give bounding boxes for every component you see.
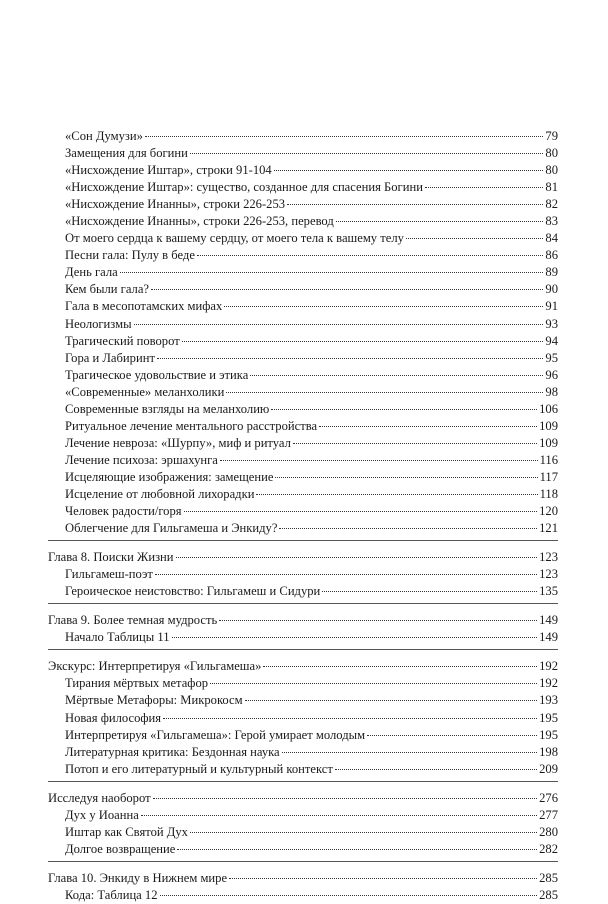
toc-entry-title: Кем были гала?: [65, 282, 149, 297]
dot-leader: [245, 700, 538, 701]
dot-leader: [293, 443, 537, 444]
toc-entry: [48, 807, 558, 824]
toc-entry: [48, 333, 558, 350]
toc-entry: [48, 247, 558, 264]
toc-entry-title: «Нисхождение Иштар», строки 91-104: [65, 163, 272, 178]
section-divider: [48, 603, 558, 612]
toc-chapter-heading: [48, 790, 558, 807]
toc-entry-title: «Нисхождение Инанны», строки 226-253: [65, 197, 286, 212]
toc-entry-title: Экскурс: Интерпретируя «Гильгамеша»: [48, 659, 262, 674]
toc-page-number: 90: [545, 282, 558, 297]
toc-entry: [48, 583, 558, 600]
dot-leader: [406, 238, 544, 239]
toc-entry-title: Гала в месопотамских мифах: [65, 299, 223, 314]
toc-page-number: 117: [539, 469, 558, 484]
toc-entry-title: Лечение психоза: эршахунга: [65, 452, 218, 467]
toc-entry-title: День гала: [65, 265, 118, 280]
toc-entry: [48, 281, 558, 298]
toc-entry: [48, 367, 558, 384]
table-of-contents: [48, 128, 558, 904]
toc-entry: [48, 162, 558, 179]
dot-leader: [229, 878, 537, 879]
dot-leader: [155, 574, 537, 575]
toc-chapter-heading: [48, 658, 558, 675]
toc-page-number: 120: [539, 504, 558, 519]
dot-leader: [172, 637, 538, 638]
toc-page-number: 209: [539, 761, 558, 776]
toc-page-number: 96: [545, 367, 558, 382]
dot-leader: [367, 735, 537, 736]
dot-leader: [184, 511, 538, 512]
toc-page-number: 149: [539, 613, 558, 628]
toc-entry-title: Интерпретируя «Гильгамеша»: Герой умирает молодым: [65, 727, 366, 742]
toc-entry-title: Глава 9. Более темная мудрость: [48, 613, 218, 628]
toc-entry: [48, 710, 558, 727]
toc-page-number: 149: [539, 630, 558, 645]
toc-chapter-heading: [48, 870, 558, 887]
toc-page-number: 192: [539, 676, 558, 691]
toc-entry-title: Долгое возвращение: [65, 841, 176, 856]
toc-chapter-heading: [48, 612, 558, 629]
toc-page-number: 80: [545, 163, 558, 178]
toc-page-number: 121: [539, 521, 558, 536]
toc-entry-title: Глава 8. Поиски Жизни: [48, 550, 174, 565]
dot-leader: [274, 170, 544, 171]
toc-page-number: 198: [539, 744, 558, 759]
toc-entry-title: «Сон Думузи»: [65, 129, 143, 143]
toc-entry-title: Исцеление от любовной лихорадки: [65, 486, 255, 501]
toc-entry-title: Новая философия: [65, 710, 162, 725]
dot-leader: [160, 895, 538, 896]
toc-entry-title: Человек радости/горя: [65, 504, 182, 519]
toc-page-number: 89: [545, 265, 558, 280]
toc-page-number: 285: [539, 870, 558, 885]
toc-page-number: 195: [539, 727, 558, 742]
toc-page-number: 106: [539, 401, 558, 416]
toc-page-number: 277: [539, 807, 558, 822]
dot-leader: [157, 358, 543, 359]
toc-page-number: 80: [545, 146, 558, 161]
toc-entry: [48, 469, 558, 486]
dot-leader: [153, 798, 538, 799]
toc-page-number: 192: [539, 659, 558, 674]
dot-leader: [287, 204, 543, 205]
toc-entry-title: Кода: Таблица 12: [65, 887, 158, 902]
toc-page-number: 135: [539, 584, 558, 599]
dot-leader: [271, 409, 537, 410]
toc-entry-title: От моего сердца к вашему сердцу, от моего тела к вашему телу: [65, 231, 404, 246]
dot-leader: [163, 718, 537, 719]
toc-entry-title: Гильгамеш-поэт: [65, 567, 153, 582]
toc-page-number: 123: [539, 567, 558, 582]
toc-page-number: 79: [545, 129, 558, 143]
toc-entry: [48, 452, 558, 469]
toc-entry-title: Трагическое удовольствие и этика: [65, 367, 249, 382]
toc-entry-title: Дух у Иоанна: [65, 807, 139, 822]
dot-leader: [120, 272, 544, 273]
toc-page-number: 193: [539, 693, 558, 708]
toc-page-number: 81: [545, 180, 558, 195]
dot-leader: [275, 477, 537, 478]
dot-leader: [219, 620, 537, 621]
toc-entry-title: Тирания мёртвых метафор: [65, 676, 209, 691]
toc-page-number: 84: [545, 231, 558, 246]
dot-leader: [322, 591, 537, 592]
toc-entry: [48, 401, 558, 418]
dot-leader: [141, 815, 537, 816]
toc-entry-title: Исцеляющие изображения: замещение: [65, 469, 274, 484]
dot-leader: [197, 255, 543, 256]
toc-entry-title: Ритуальное лечение ментального расстройства: [65, 418, 318, 433]
dot-leader: [190, 832, 537, 833]
toc-entry: [48, 384, 558, 401]
toc-entry: [48, 761, 558, 778]
toc-entry: [48, 692, 558, 709]
toc-chapter-heading: [48, 549, 558, 566]
dot-leader: [256, 494, 537, 495]
dot-leader: [177, 849, 537, 850]
toc-entry-title: Облегчение для Гильгамеша и Энкиду?: [65, 521, 278, 536]
toc-page-number: 82: [545, 197, 558, 212]
toc-entry-title: Неологизмы: [65, 316, 132, 331]
toc-entry: [48, 727, 558, 744]
toc-entry: [48, 629, 558, 646]
toc-entry: [48, 675, 558, 692]
toc-entry: [48, 196, 558, 213]
section-divider: [48, 649, 558, 658]
dot-leader: [250, 375, 543, 376]
toc-entry-title: Литературная критика: Бездонная наука: [65, 744, 280, 759]
toc-entry: [48, 744, 558, 761]
toc-entry-title: Замещения для богини: [65, 146, 188, 161]
dot-leader: [226, 392, 543, 393]
toc-entry: [48, 887, 558, 904]
toc-page-number: 276: [539, 790, 558, 805]
toc-entry: [48, 520, 558, 537]
toc-entry-title: Героическое неистовство: Гильгамеш и Сидури: [65, 584, 321, 599]
toc-entry-title: «Современные» меланхолики: [65, 384, 225, 399]
toc-page-number: 109: [539, 418, 558, 433]
dot-leader: [279, 528, 537, 529]
toc-page-number: 109: [539, 435, 558, 450]
dot-leader: [151, 289, 543, 290]
toc-entry-title: «Нисхождение Иштар»: существо, созданное для спасения Богини: [65, 180, 423, 195]
toc-page-number: 86: [545, 248, 558, 263]
toc-page-number: 93: [545, 316, 558, 331]
toc-entry: [48, 841, 558, 858]
toc-page-number: 282: [539, 841, 558, 856]
section-divider: [48, 540, 558, 549]
dot-leader: [145, 136, 544, 137]
dot-leader: [224, 306, 543, 307]
toc-page-number: 95: [545, 350, 558, 365]
toc-page-number: 285: [539, 887, 558, 902]
dot-leader: [176, 557, 538, 558]
toc-entry: [48, 566, 558, 583]
toc-page-number: 98: [545, 384, 558, 399]
toc-entry-title: Лечение невроза: «Шурпу», миф и ритуал: [65, 435, 291, 450]
toc-entry-title: «Нисхождение Инанны», строки 226-253, перевод: [65, 214, 334, 229]
dot-leader: [336, 221, 544, 222]
toc-entry: [48, 316, 558, 333]
toc-entry: [48, 145, 558, 162]
toc-entry: [48, 264, 558, 281]
toc-entry-title: Современные взгляды на меланхолию: [65, 401, 270, 416]
toc-entry-title: Трагический поворот: [65, 333, 180, 348]
dot-leader: [182, 341, 544, 342]
dot-leader: [319, 426, 537, 427]
section-divider: [48, 781, 558, 790]
section-divider: [48, 861, 558, 870]
toc-entry-title: Начало Таблицы 11: [65, 630, 170, 645]
toc-entry: [48, 486, 558, 503]
toc-entry-title: Иштар как Святой Дух: [65, 824, 188, 839]
toc-entry: [48, 230, 558, 247]
toc-page-number: 280: [539, 824, 558, 839]
toc-entry: [48, 824, 558, 841]
toc-entry: [48, 128, 558, 145]
toc-entry: [48, 179, 558, 196]
toc-page-number: 116: [539, 452, 558, 467]
toc-entry-title: Гора и Лабиринт: [65, 350, 155, 365]
toc-entry-title: Песни гала: Пулу в беде: [65, 248, 195, 263]
toc-entry-title: Мёртвые Метафоры: Микрокосм: [65, 693, 243, 708]
dot-leader: [190, 153, 544, 154]
dot-leader: [282, 752, 537, 753]
toc-entry-title: Глава 10. Энкиду в Нижнем мире: [48, 870, 228, 885]
dot-leader: [210, 683, 537, 684]
toc-page-number: 94: [545, 333, 558, 348]
toc-entry: [48, 503, 558, 520]
toc-page-number: 195: [539, 710, 558, 725]
toc-entry-title: Потоп и его литературный и культурный контекст: [65, 761, 333, 776]
toc-entry: [48, 213, 558, 230]
dot-leader: [335, 769, 537, 770]
toc-entry: [48, 350, 558, 367]
dot-leader: [425, 187, 543, 188]
dot-leader: [263, 666, 537, 667]
toc-entry: [48, 418, 558, 435]
toc-page-number: 83: [545, 214, 558, 229]
toc-page-number: 118: [539, 486, 558, 501]
toc-page-number: 91: [545, 299, 558, 314]
toc-entry-title: Исследуя наоборот: [48, 790, 151, 805]
toc-page-number: 123: [539, 550, 558, 565]
dot-leader: [134, 324, 544, 325]
toc-entry: [48, 435, 558, 452]
toc-entry: [48, 298, 558, 315]
dot-leader: [220, 460, 538, 461]
